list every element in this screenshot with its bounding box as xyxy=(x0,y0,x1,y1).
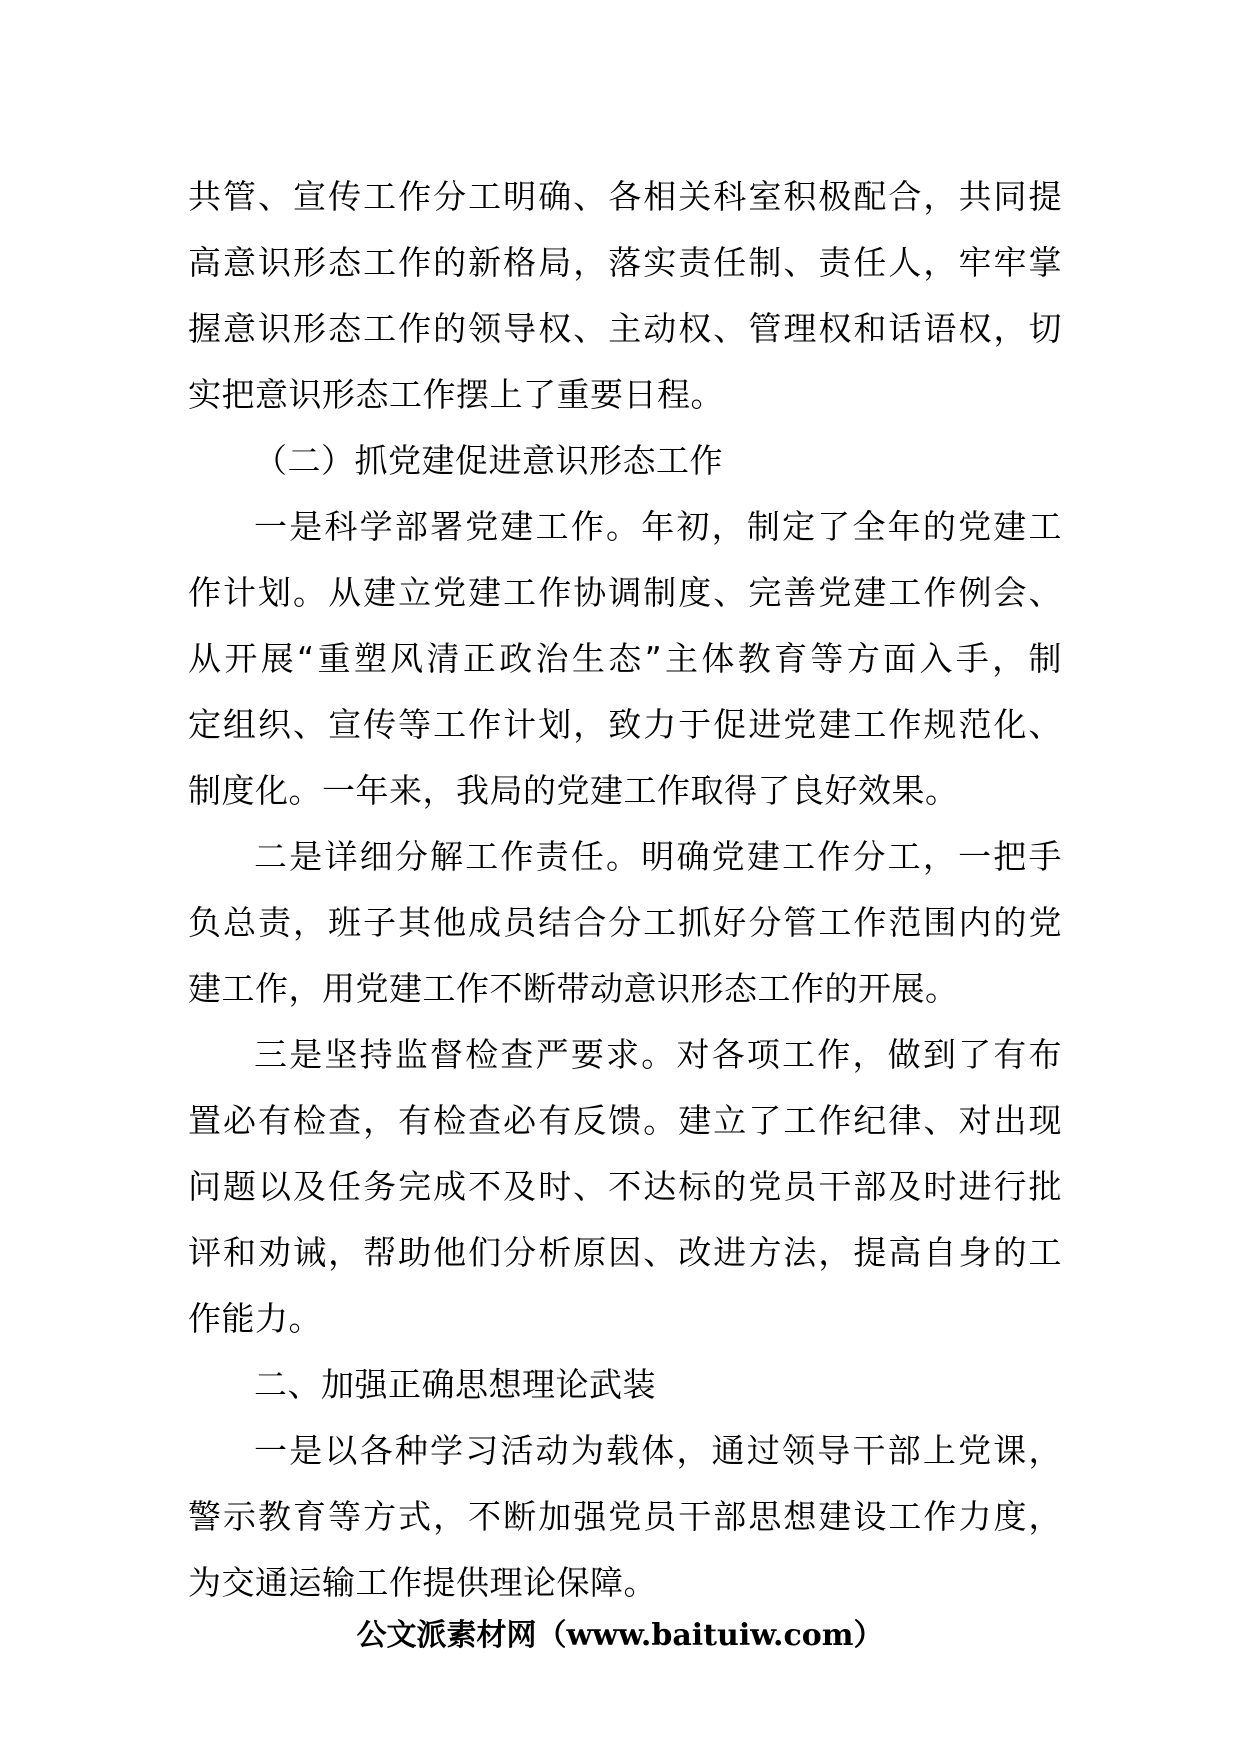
document-body xyxy=(188,164,1062,1616)
text-line: 二是详细分解工作责任。明确党建工作分工，一把手 xyxy=(254,837,1062,876)
text-line: 负总责，班子其他成员结合分工抓好分管工作范围内的党 xyxy=(188,903,1062,942)
text-line: 作能力。 xyxy=(188,1299,322,1338)
text-line: 作计划。从建立党建工作协调制度、完善党建工作例会、 xyxy=(188,573,1062,612)
text-line: 为交通运输工作提供理论保障。 xyxy=(188,1563,657,1602)
section-heading: （二）抓党建促进意识形态工作 xyxy=(254,441,723,480)
text-line: 握意识形态工作的领导权、主动权、管理权和话语权，切 xyxy=(188,309,1062,348)
section-heading: 二、加强正确思想理论武装 xyxy=(254,1365,656,1404)
text-line: 高意识形态工作的新格局，落实责任制、责任人，牢牢掌 xyxy=(188,243,1062,282)
text-line: 从开展“重塑风清正政治生态”主体教育等方面入手，制 xyxy=(188,639,1062,678)
text-line: 建工作，用党建工作不断带动意识形态工作的开展。 xyxy=(188,969,959,1008)
text-line: 实把意识形态工作摆上了重要日程。 xyxy=(188,375,724,414)
text-line: 置必有检查，有检查必有反馈。建立了工作纪律、对出现 xyxy=(188,1101,1062,1140)
text-line: 三是坚持监督检查严要求。对各项工作，做到了有布 xyxy=(254,1035,1062,1074)
text-line: 共管、宣传工作分工明确、各相关科室积极配合，共同提 xyxy=(188,177,1062,216)
text-line: 问题以及任务完成不及时、不达标的党员干部及时进行批 xyxy=(188,1167,1062,1206)
text-line: 一是以各种学习活动为载体，通过领导干部上党课， xyxy=(254,1431,1062,1470)
text-line: 一是科学部署党建工作。年初，制定了全年的党建工 xyxy=(254,507,1062,546)
text-line: 评和劝诫，帮助他们分析原因、改进方法，提高自身的工 xyxy=(188,1233,1062,1272)
text-line: 定组织、宣传等工作计划，致力于促进党建工作规范化、 xyxy=(188,705,1062,744)
footer-watermark: 公文派素材网（www.baituiw.com） xyxy=(356,1618,884,1653)
text-line: 制度化。一年来，我局的党建工作取得了良好效果。 xyxy=(188,771,959,810)
text-line: 警示教育等方式，不断加强党员干部思想建设工作力度， xyxy=(188,1497,1062,1536)
